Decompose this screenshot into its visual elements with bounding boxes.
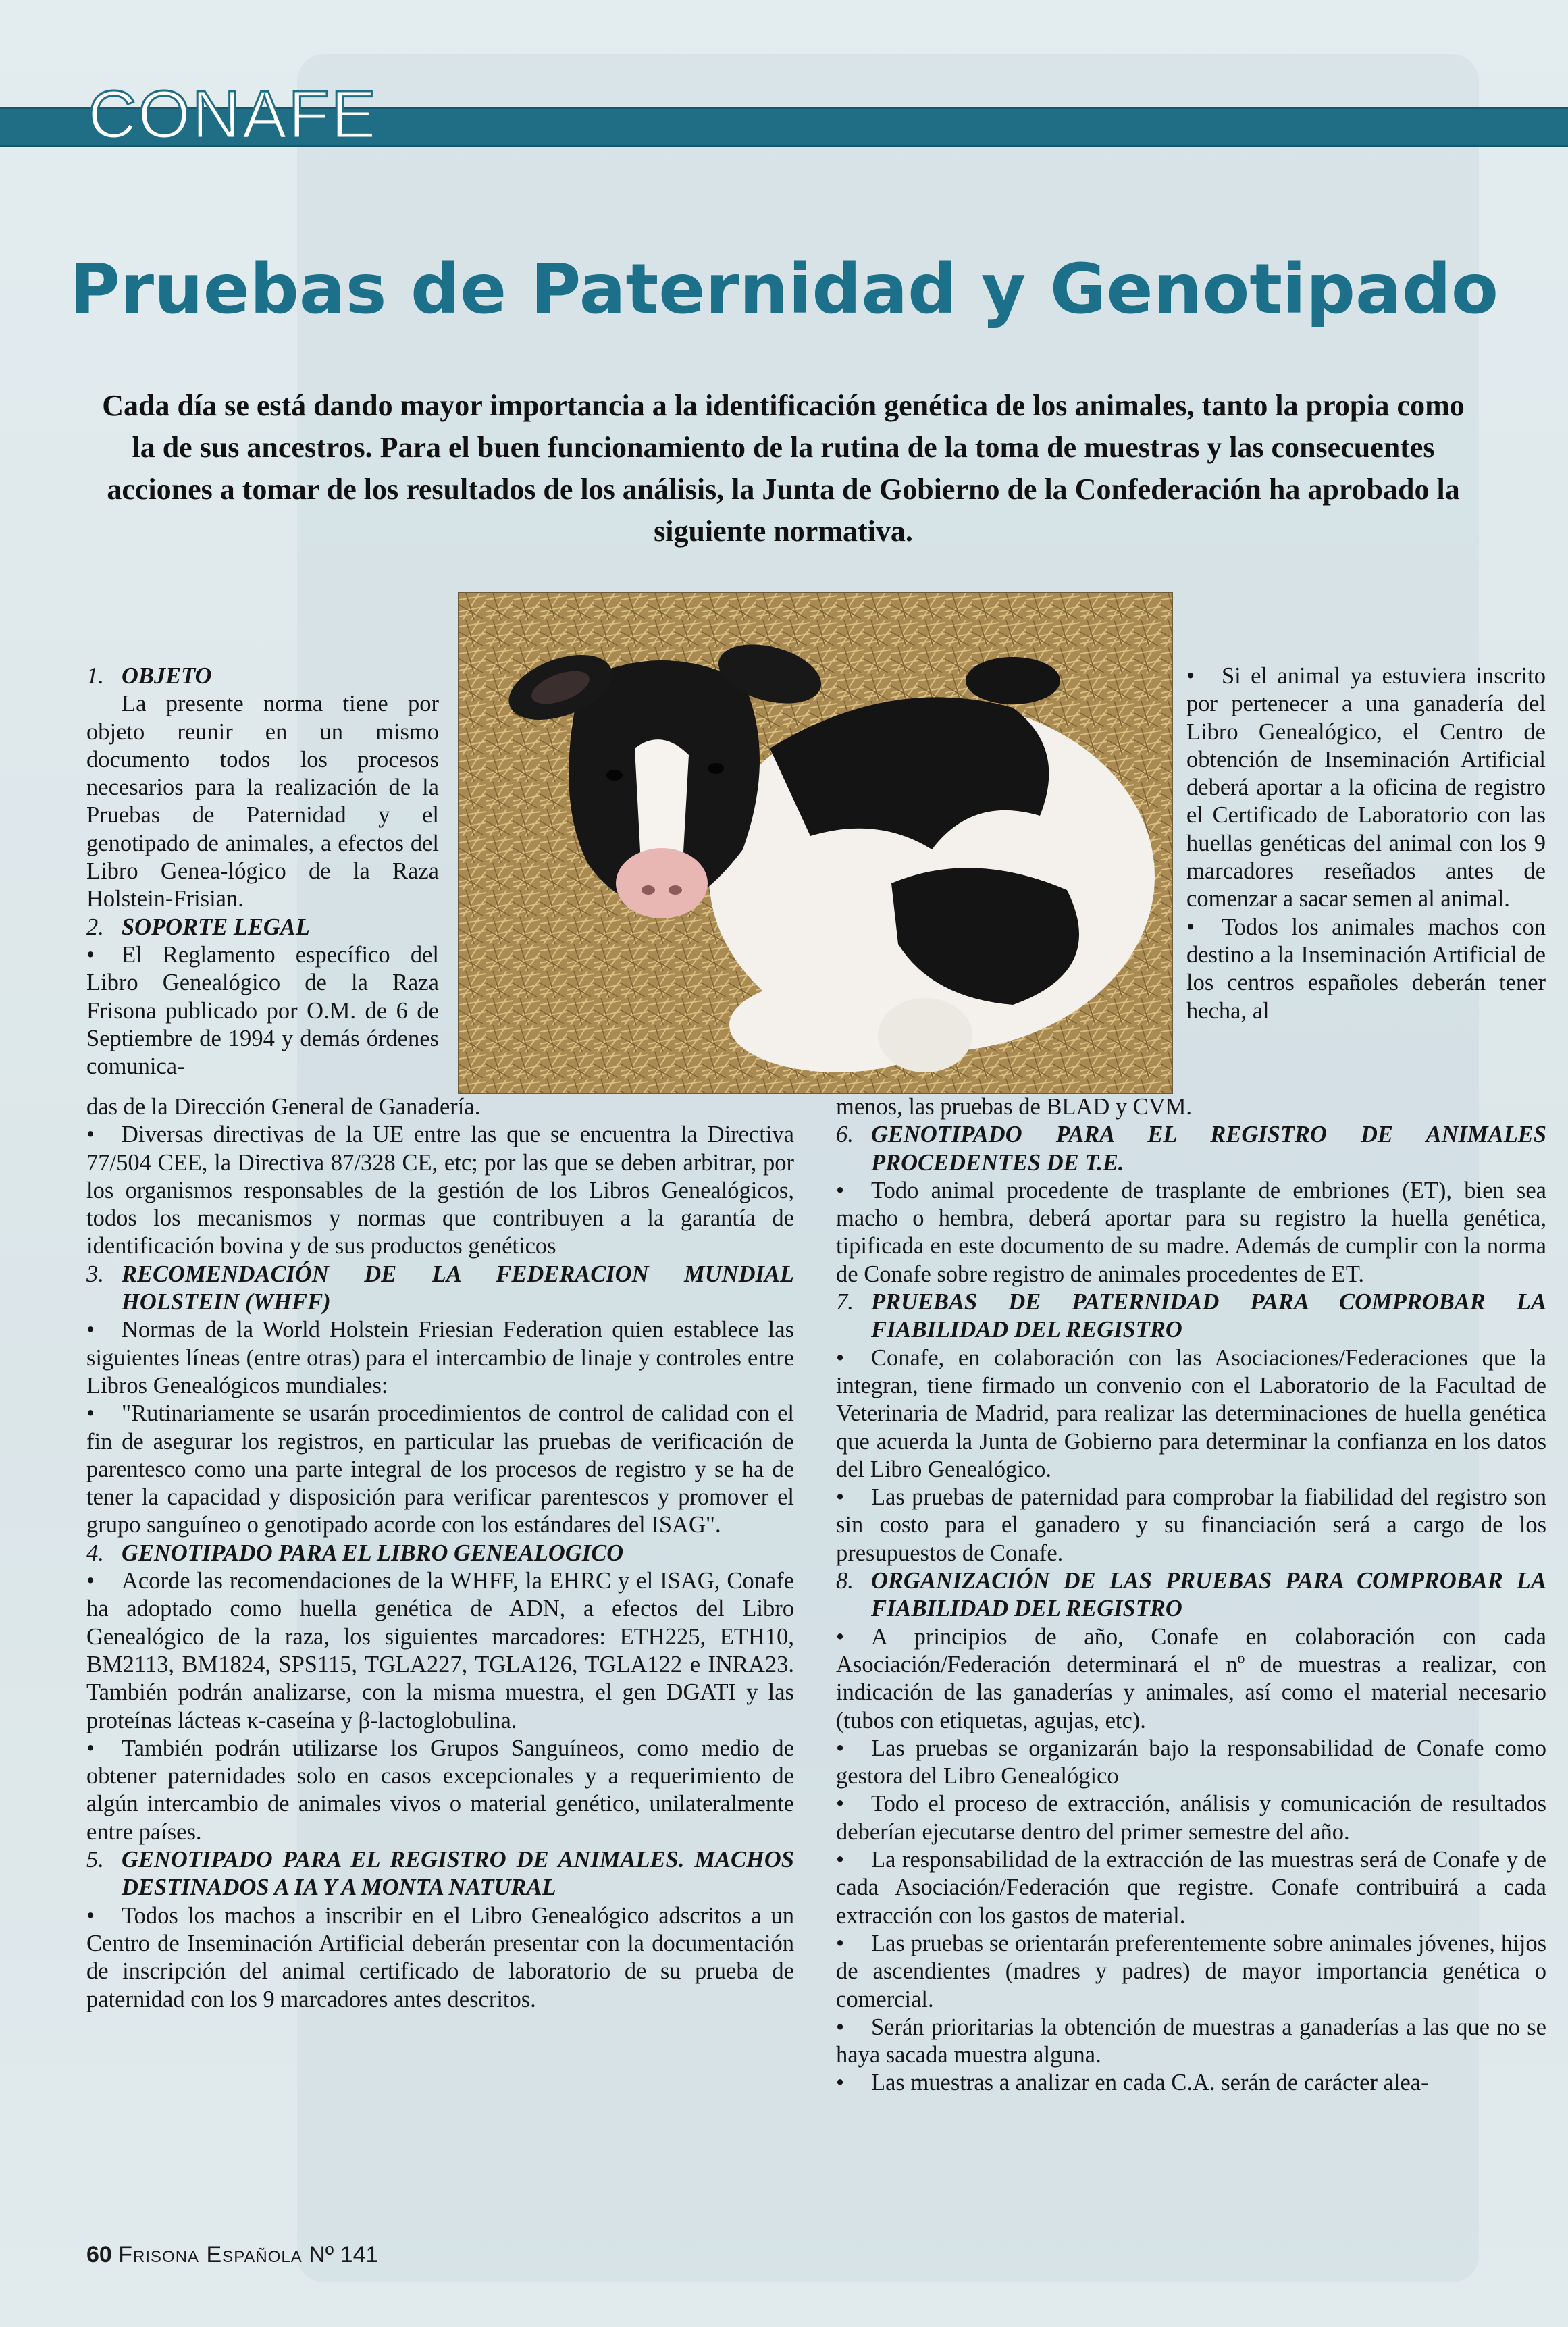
- paragraph-text: Acorde las recomendaciones de la WHFF, la EHRC y el ISAG, Conafe ha adoptado como huella genética de ADN, a efectos del Libro Genealógico de la raza, los siguientes marcadores: ETH225, ETH10, BM2113, BM1824, SPS115, TGLA227, TGLA126, TGLA122 e INRA23. También podrán analizarse, con la misma muestra, el gen DGATI y las proteínas lácteas κ-caseína y β-lactoglobulina.: [86, 1568, 794, 1733]
- section-title: GENOTIPADO PARA EL REGISTRO DE ANIMALES PROCEDENTES DE T.E.: [871, 1122, 1546, 1176]
- bullet-icon: •: [86, 1568, 95, 1594]
- section-1-text: La presente norma tiene por objeto reunir en un mismo documento todos los procesos necesarios para la realización de la Pruebas de Paternidad y el genotipado de animales, a efectos del Libro Genea-lógico de la Raza Holstein-Frisian.: [86, 691, 439, 912]
- bullet-icon: •: [1186, 663, 1195, 689]
- section-number: 3.: [86, 1261, 104, 1287]
- bullet-paragraph: [836, 2014, 1546, 2070]
- paragraph-text: Todo animal procedente de trasplante de embriones (ET), bien sea macho o hembra, deberá aportar para su registro la huella genética, tipificada en este documento de su madre. Además de cumplir con la norma de Conafe sobre registro de animales procedentes de ET.: [836, 1177, 1546, 1287]
- section-title: GENOTIPADO PARA EL REGISTRO DE ANIMALES. MACHOS DESTINADOS A IA Y A MONTA NATURAL: [122, 1847, 794, 1901]
- section-tag: CONAFE: [88, 77, 377, 153]
- section-title: SOPORTE LEGAL: [122, 914, 310, 940]
- paragraph-text: El Reglamento específico del Libro Genealógico de la Raza Frisona publicado por O.M. de 6 de Septiembre de 1994 y demás órdenes comunica-: [86, 941, 439, 1080]
- section-6-heading: [836, 1121, 1546, 1177]
- calf-illustration: [459, 593, 1172, 1093]
- bullet-icon: •: [86, 1902, 95, 1929]
- paragraph-text: Serán prioritarias la obtención de muestras a ganaderías a las que no se haya sacada muestra alguna.: [836, 2014, 1546, 2068]
- page-footer: [86, 2242, 378, 2268]
- paragraph-text: "Rutinariamente se usarán procedimientos de control de calidad con el fin de asegurar los registros, en particular las pruebas de verificación de parentesco como una parte integral de los procesos de registro y se ha de tener la capacidad y disposición para verificar parentescos y promover el grupo sanguíneo o genotipado acorde con los estándares del ISAG".: [86, 1401, 794, 1538]
- right-column: [836, 1093, 1546, 2097]
- section-title: RECOMENDACIÓN DE LA FEDERACION MUNDIAL HOLSTEIN (WHFF): [122, 1261, 794, 1315]
- bullet-paragraph: [86, 1567, 794, 1735]
- paragraph-text: Todos los machos a inscribir en el Libro Genealógico adscritos a un Centro de Inseminación Artificial deberán presentar con la documentación de inscripción del animal certificado de laboratorio de su prueba de paternidad con los 9 marcadores antes descritos.: [86, 1902, 794, 2012]
- section-8-heading: [836, 1567, 1546, 1623]
- bullet-paragraph: [86, 941, 439, 1080]
- bullet-paragraph: [836, 1177, 1546, 1288]
- paragraph-continuation: das de la Dirección General de Ganadería.: [86, 1094, 481, 1120]
- bullet-icon: •: [836, 1484, 845, 1511]
- paragraph-text: Las pruebas se orientarán preferentemente sobre animales jóvenes, hijos de ascendientes (madres y padres) de mayor importancia genética o comercial.: [836, 1930, 1546, 2012]
- section-number: 8.: [836, 1568, 854, 1594]
- bullet-paragraph: [1186, 914, 1546, 1025]
- paragraph-continuation: menos, las pruebas de BLAD y CVM.: [836, 1094, 1193, 1120]
- section-number: 6.: [836, 1122, 854, 1148]
- article-title: Pruebas de Paternidad y Genotipado: [70, 249, 1498, 330]
- left-column: [86, 1093, 794, 2014]
- paragraph-text: Diversas directivas de la UE entre las que se encuentra la Directiva 77/504 CEE, la Directiva 87/328 CE, etc; por las que se deben arbitrar, por los organismos responsables de la gestión de los Libros Genealógicos, todos los mecanismos y normas que contribuyen a la garantía de identificación bovina y de sus productos genéticos: [86, 1122, 794, 1259]
- bullet-icon: •: [86, 1317, 95, 1343]
- section-7-heading: [836, 1288, 1546, 1344]
- bullet-paragraph: [86, 1400, 794, 1539]
- paragraph-text: Las muestras a analizar en cada C.A. serán de carácter alea-: [871, 2070, 1429, 2096]
- section-number: 2.: [86, 914, 104, 940]
- bullet-icon: •: [836, 1344, 845, 1371]
- magazine-name: Frisona Española: [118, 2242, 303, 2268]
- section-3-heading: [86, 1261, 794, 1317]
- bullet-paragraph: [1186, 662, 1546, 914]
- paragraph-text: A principios de año, Conafe en colaboración con cada Asociación/Federación determinará el nº de muestras a realizar, con indicación de las ganaderías y animales, así como el material necesario (tubos con etiquetas, agujas, etc).: [836, 1623, 1546, 1733]
- section-title: OBJETO: [122, 663, 212, 689]
- bullet-paragraph: [836, 1735, 1546, 1791]
- bullet-icon: •: [86, 941, 95, 968]
- paragraph-text: Todo el proceso de extracción, análisis y comunicación de resultados deberían ejecutarse dentro del primer semestre del año.: [836, 1791, 1546, 1845]
- bullet-paragraph: [836, 1846, 1546, 1930]
- bullet-paragraph: [836, 1623, 1546, 1735]
- bullet-icon: •: [836, 2070, 845, 2096]
- bullet-icon: •: [836, 1623, 845, 1650]
- bullet-icon: •: [836, 1930, 845, 1956]
- bullet-paragraph: [836, 1344, 1546, 1484]
- bullet-icon: •: [836, 2014, 845, 2040]
- section-number: 4.: [86, 1540, 104, 1566]
- calf-photo: [459, 593, 1172, 1093]
- section-title: ORGANIZACIÓN DE LAS PRUEBAS PARA COMPROBAR LA FIABILIDAD DEL REGISTRO: [871, 1568, 1546, 1622]
- section-title: PRUEBAS DE PATERNIDAD PARA COMPROBAR LA FIABILIDAD DEL REGISTRO: [871, 1289, 1546, 1343]
- paragraph-text: Si el animal ya estuviera inscrito por pertenecer a una ganadería del Libro Genealógico, el Centro de obtención de Inseminación Artificial deberá aportar a la oficina de registro el Certificado de Laboratorio con las huellas genéticas del animal con los 9 marcadores reseñados antes de comenzar a sacar semen al animal.: [1186, 663, 1546, 912]
- bullet-icon: •: [86, 1401, 95, 1427]
- bullet-paragraph: [86, 1735, 794, 1846]
- bullet-paragraph: [86, 1902, 794, 2014]
- paragraph-text: También podrán utilizarse los Grupos Sanguíneos, como medio de obtener paternidades solo en casos excepcionales y a requerimiento de algún intercambio de animales vivos o material genético, unilateralmente entre países.: [86, 1735, 794, 1845]
- paragraph-text: Conafe, en colaboración con las Asociaciones/Federaciones que la integran, tiene firmado un convenio con el Laboratorio de la Facultad de Veterinaria de Madrid, para realizar las determinaciones de huella genética que acuerda la Junta de Gobierno para determinar la confianza en los datos del Libro Genealógico.: [836, 1344, 1546, 1482]
- section-2-heading: [86, 914, 439, 941]
- right-column-top: [1186, 662, 1546, 1025]
- bullet-icon: •: [86, 1735, 95, 1761]
- bullet-icon: •: [1186, 914, 1195, 940]
- bullet-paragraph: [836, 1790, 1546, 1846]
- section-number: 5.: [86, 1847, 104, 1873]
- bullet-paragraph: [836, 1484, 1546, 1567]
- section-number: 1.: [86, 663, 104, 689]
- section-title: GENOTIPADO PARA EL LIBRO GENEALOGICO: [122, 1540, 624, 1566]
- section-4-heading: [86, 1540, 794, 1567]
- paragraph-text: Las pruebas se organizarán bajo la responsabilidad de Conafe como gestora del Libro Genealógico: [836, 1735, 1546, 1789]
- bullet-icon: •: [836, 1735, 845, 1761]
- bullet-paragraph: [86, 1316, 794, 1400]
- section-5-heading: [86, 1846, 794, 1902]
- section-number: 7.: [836, 1289, 854, 1315]
- bullet-paragraph: [836, 2069, 1546, 2097]
- bullet-icon: •: [836, 1791, 845, 1817]
- paragraph-text: Las pruebas de paternidad para comprobar la fiabilidad del registro son sin costo para el ganadero y su financiación será a cargo de los presupuestos de Conafe.: [836, 1484, 1546, 1566]
- bullet-paragraph: [86, 1121, 794, 1260]
- issue-number: Nº 141: [309, 2242, 379, 2268]
- article-intro: Cada día se está dando mayor importancia a la identificación genética de los animales, tanto la propia como la de sus ancestros. Para el buen funcionamiento de la rutina de la toma de muestras y las consecuentes acciones a tomar de los resultados de los análisis, la Junta de Gobierno de la Confederación ha aprobado la siguiente normativa.: [102, 389, 1465, 548]
- paragraph-text: La responsabilidad de la extracción de las muestras será de Conafe y de cada Asociación/Federación que registre. Conafe contribuirá a cada extracción con los gastos de material.: [836, 1847, 1546, 1929]
- bullet-icon: •: [86, 1122, 95, 1148]
- paragraph-text: Todos los animales machos con destino a la Inseminación Artificial de los centros españoles deberán tener hecha, al: [1186, 914, 1546, 1024]
- section-1-heading: [86, 662, 439, 690]
- bullet-icon: •: [836, 1847, 845, 1873]
- left-column-top: [86, 662, 439, 1080]
- bullet-icon: •: [836, 1177, 845, 1203]
- paragraph-text: Normas de la World Holstein Friesian Federation quien establece las siguientes líneas (entre otras) para el intercambio de linaje y controles entre Libros Genealógicos mundiales:: [86, 1317, 794, 1398]
- bullet-paragraph: [836, 1930, 1546, 2014]
- page-number: 60: [86, 2242, 112, 2268]
